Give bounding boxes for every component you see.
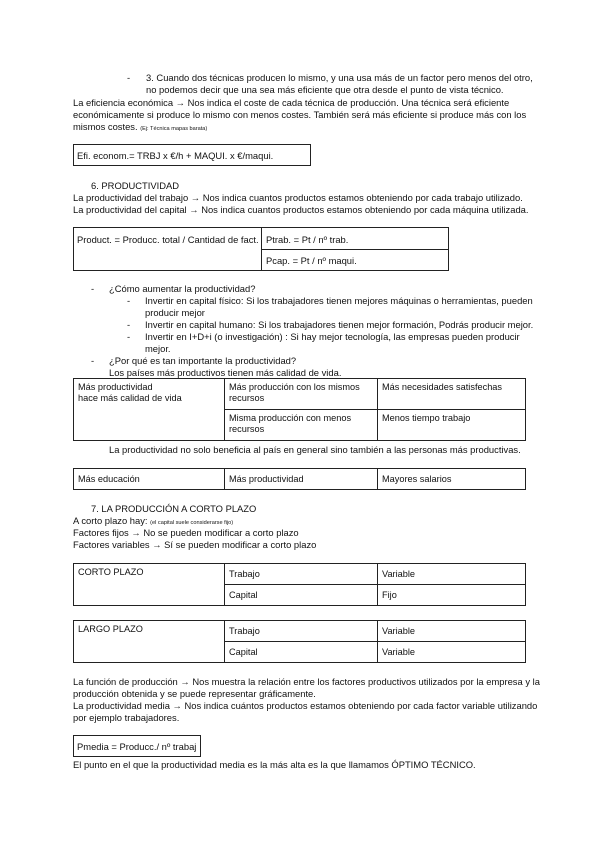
eco-line3-text: mismos costes. — [73, 121, 138, 132]
edu-cell-1: Más educación — [74, 469, 225, 490]
bullet-dash: - — [127, 295, 131, 306]
eco-note: (Ej: Técnica mapas barata) — [140, 126, 208, 132]
calidad-r1c2-line2: recursos — [229, 392, 265, 403]
formula-efi-box — [73, 144, 311, 166]
section7-line2: Factores fijos → No se pueden modificar a corto plazo — [73, 527, 299, 538]
bullet-dash: - — [91, 355, 95, 366]
aumentar-question: ¿Cómo aumentar la productividad? — [109, 283, 256, 294]
calidad-r2c2 — [225, 410, 378, 441]
calidad-r2c2-line1: Misma producción con menos — [229, 413, 352, 423]
importante-answer: Los países más productivos tienen más calidad de vida. — [109, 367, 342, 378]
section7-line1-text: A corto plazo hay: — [73, 515, 148, 526]
bullet-dash: - — [91, 283, 95, 294]
funcion-line2: producción obtenida y se puede representar gráficamente. — [73, 688, 316, 699]
bullet-dash: - — [127, 319, 131, 330]
edu-cell-3: Mayores salarios — [378, 469, 526, 490]
ptrab-formula: Ptrab. = Pt / nº trab. — [266, 234, 349, 245]
corto-r2c2: Capital — [225, 585, 378, 606]
aumentar-item-1-line2: producir mejor — [145, 307, 205, 318]
bullet-dash: - — [127, 72, 131, 83]
point3-line2: no podemos decir que una sea más eficiente que otra desde el punto de vista técnico. — [146, 84, 504, 95]
bullet-dash: - — [127, 331, 131, 342]
edu-cell-2: Más productividad — [225, 469, 378, 490]
aumentar-item-3-line1: Invertir en I+D+i (o investigación) : Si hay mejor tecnología, las empresas pueden producir — [145, 331, 520, 342]
largo-r1c3: Variable — [378, 621, 526, 642]
section7-line1-note: (el capital suele considerarse fijo) — [150, 520, 234, 526]
largo-r2c3: Variable — [378, 642, 526, 663]
aumentar-item-3-line2: mejor. — [145, 343, 171, 354]
section7-line3: Factores variables → Sí se pueden modificar a corto plazo — [73, 539, 317, 550]
product-formula: Product. = Producc. total / Cantidad de fact. — [77, 234, 259, 245]
corto-r1c2: Trabajo — [225, 564, 378, 585]
eco-line3 — [73, 121, 207, 135]
funcion-line3: La productividad media → Nos indica cuántos productos estamos obteniendo por cada factor variable utilizando — [73, 700, 538, 711]
calidad-left-line2: hace más calidad de vida — [78, 392, 182, 403]
funcion-line4: por ejemplo trabajadores. — [73, 712, 180, 723]
section6-heading: 6. PRODUCTIVIDAD — [91, 180, 180, 191]
funcion-line1: La función de producción → Nos muestra la relación entre los factores productivos utilizados por la empresa y la — [73, 676, 540, 687]
eco-line2: económicamente si produce lo mismo con menos costes. También será más eficiente si produce más con los — [73, 109, 527, 120]
importante-question: ¿Por qué es tan importante la productividad? — [109, 355, 297, 366]
product-table — [73, 227, 449, 271]
calidad-r1c3: Más necesidades satisfechas — [378, 379, 526, 410]
largo-r2c2: Capital — [225, 642, 378, 663]
calidad-r1c2 — [225, 379, 378, 410]
formula-pmedia-box — [73, 735, 201, 757]
corto-r2c3: Fijo — [378, 585, 526, 606]
section7-heading: 7. LA PRODUCCIÓN A CORTO PLAZO — [91, 503, 257, 514]
edu-table — [73, 468, 526, 490]
calidad-r2c2-line2: recursos — [229, 423, 265, 434]
section6-line2: La productividad del capital → Nos indica cuantos productos estamos obteniendo por cada máquina utilizada. — [73, 204, 529, 215]
section6-line1: La productividad del trabajo → Nos indica cuantos productos estamos obteniendo por cada trabajo utilizado. — [73, 192, 523, 203]
calidad-left-cell — [74, 379, 225, 441]
optimo-line: El punto en el que la productividad media es la más alta es la que llamamos ÓPTIMO TÉCNICO. — [73, 759, 476, 770]
calidad-r2c3: Menos tiempo trabajo — [378, 410, 526, 441]
corto-r1c3: Variable — [378, 564, 526, 585]
largo-table — [73, 620, 526, 663]
largo-r1c2: Trabajo — [225, 621, 378, 642]
beneficio-line: La productividad no solo beneficia al país en general sino también a las personas más productivas. — [109, 444, 521, 455]
calidad-r1c2-line1: Más producción con los mismos — [229, 382, 360, 392]
aumentar-item-1-line1: Invertir en capital físico: Si los trabajadores tienen mejores máquinas o herramientas, pueden — [145, 295, 533, 306]
formula-pmedia: Pmedia = Producc./ nº trabaj — [77, 741, 197, 752]
point3-line1: 3. Cuando dos técnicas producen lo mismo, y una usa más de un factor pero menos del otro, — [146, 72, 533, 83]
aumentar-item-2-line1: Invertir en capital humano: Si los trabajadores tienen mejor formación, Podrás producir mejor. — [145, 319, 534, 330]
calidad-table — [73, 378, 526, 441]
formula-efi: Efi. econom.= TRBJ x €/h + MAQUI. x €/maqui. — [77, 150, 274, 161]
eco-line1: La eficiencia económica → Nos indica el coste de cada técnica de producción. Una técnica será eficiente — [73, 97, 510, 108]
corto-table — [73, 563, 526, 606]
corto-label: CORTO PLAZO — [74, 564, 225, 606]
pcap-formula: Pcap. = Pt / nº maqui. — [266, 255, 357, 266]
largo-label: LARGO PLAZO — [74, 621, 225, 663]
calidad-left-line1: Más productividad — [78, 382, 153, 392]
